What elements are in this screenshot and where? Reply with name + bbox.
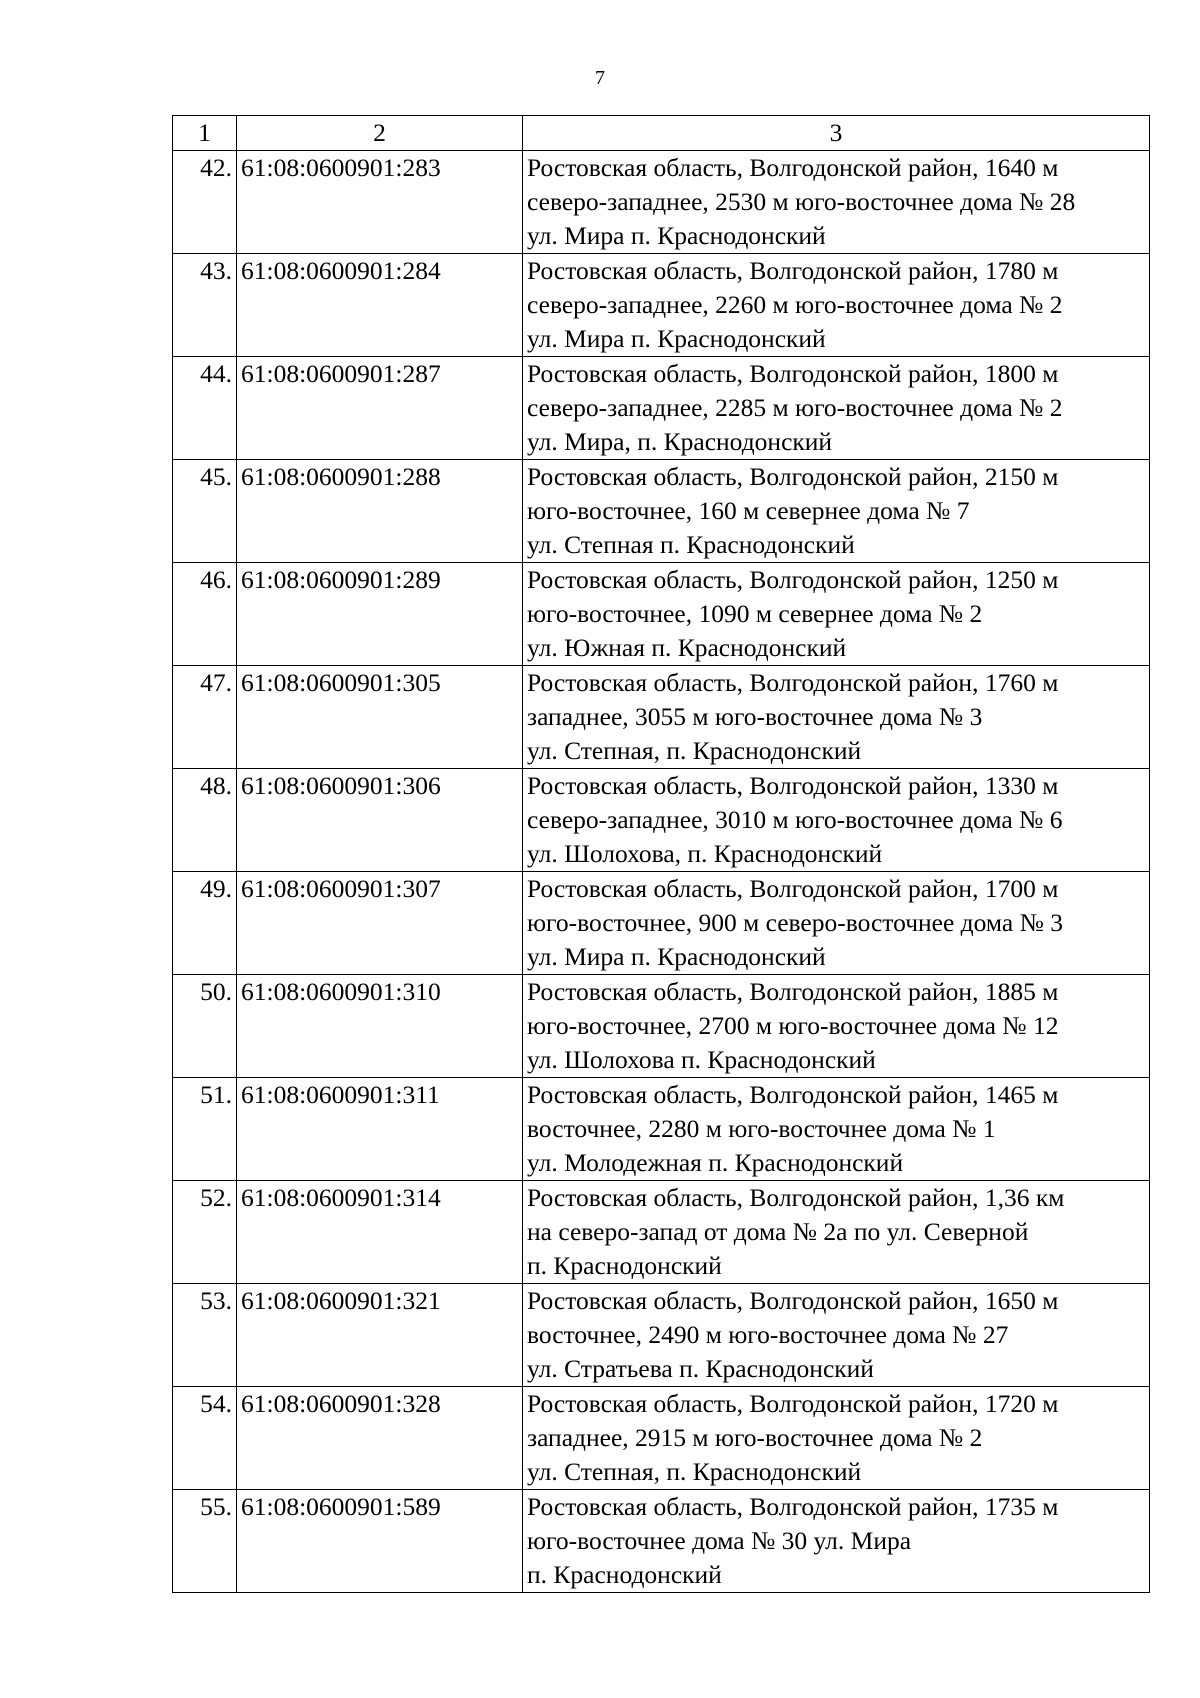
location-line: Ростовская область, Волгодонской район, 1250 м bbox=[527, 565, 1059, 594]
location-line: западнее, 3055 м юго-восточнее дома № 3 bbox=[527, 702, 983, 731]
location-line: ул. Степная п. Краснодонский bbox=[527, 530, 855, 559]
location-line: Ростовская область, Волгодонской район, 1735 м bbox=[527, 1492, 1059, 1521]
location-line: ул. Шолохова п. Краснодонский bbox=[527, 1045, 876, 1074]
location-description bbox=[523, 1284, 1150, 1387]
header-row bbox=[173, 116, 1150, 151]
location-description bbox=[523, 563, 1150, 666]
location-line: Ростовская область, Волгодонской район, 1330 м bbox=[527, 771, 1059, 800]
location-line: ул. Шолохова, п. Краснодонский bbox=[527, 839, 883, 868]
location-line: северо-западнее, 3010 м юго-восточнее дома № 6 bbox=[527, 805, 1063, 834]
location-line: восточнее, 2490 м юго-восточнее дома № 27 bbox=[527, 1320, 1009, 1349]
cadastral-number: 61:08:0600901:284 bbox=[237, 254, 523, 357]
table-row bbox=[173, 975, 1150, 1078]
location-line: северо-западнее, 2260 м юго-восточнее дома № 2 bbox=[527, 290, 1063, 319]
row-number: 42. bbox=[173, 151, 237, 254]
header-col-1: 1 bbox=[173, 116, 237, 151]
page-number: 7 bbox=[595, 67, 605, 89]
location-description bbox=[523, 1387, 1150, 1490]
row-number: 51. bbox=[173, 1078, 237, 1181]
location-line: на северо-запад от дома № 2а по ул. Северной bbox=[527, 1217, 1029, 1246]
location-line: северо-западнее, 2530 м юго-восточнее дома № 28 bbox=[527, 187, 1076, 216]
table-body bbox=[173, 151, 1150, 1593]
location-description bbox=[523, 460, 1150, 563]
location-description bbox=[523, 357, 1150, 460]
table-row bbox=[173, 1078, 1150, 1181]
row-number: 43. bbox=[173, 254, 237, 357]
cadastral-number: 61:08:0600901:314 bbox=[237, 1181, 523, 1284]
land-plots-table bbox=[172, 115, 1150, 1593]
location-line: северо-западнее, 2285 м юго-восточнее дома № 2 bbox=[527, 393, 1063, 422]
location-description bbox=[523, 1181, 1150, 1284]
table-row bbox=[173, 254, 1150, 357]
cadastral-number: 61:08:0600901:283 bbox=[237, 151, 523, 254]
location-line: Ростовская область, Волгодонской район, 1650 м bbox=[527, 1286, 1059, 1315]
location-line: ул. Стратьева п. Краснодонский bbox=[527, 1354, 874, 1383]
location-line: юго-восточнее, 1090 м севернее дома № 2 bbox=[527, 599, 983, 628]
table-row bbox=[173, 1387, 1150, 1490]
location-line: восточнее, 2280 м юго-восточнее дома № 1 bbox=[527, 1114, 996, 1143]
row-number: 52. bbox=[173, 1181, 237, 1284]
cadastral-number: 61:08:0600901:287 bbox=[237, 357, 523, 460]
location-line: Ростовская область, Волгодонской район, 1720 м bbox=[527, 1389, 1059, 1418]
table-row bbox=[173, 1284, 1150, 1387]
location-description bbox=[523, 769, 1150, 872]
location-line: юго-восточнее дома № 30 ул. Мира bbox=[527, 1526, 912, 1555]
table-row bbox=[173, 1181, 1150, 1284]
table-row bbox=[173, 460, 1150, 563]
cadastral-number: 61:08:0600901:311 bbox=[237, 1078, 523, 1181]
location-description bbox=[523, 254, 1150, 357]
row-number: 48. bbox=[173, 769, 237, 872]
location-line: п. Краснодонский bbox=[527, 1560, 722, 1589]
header-col-2: 2 bbox=[237, 116, 523, 151]
cadastral-number: 61:08:0600901:328 bbox=[237, 1387, 523, 1490]
row-number: 46. bbox=[173, 563, 237, 666]
row-number: 54. bbox=[173, 1387, 237, 1490]
location-line: Ростовская область, Волгодонской район, 1800 м bbox=[527, 359, 1059, 388]
location-line: Ростовская область, Волгодонской район, 1640 м bbox=[527, 153, 1059, 182]
location-description bbox=[523, 872, 1150, 975]
location-line: западнее, 2915 м юго-восточнее дома № 2 bbox=[527, 1423, 983, 1452]
cadastral-number: 61:08:0600901:305 bbox=[237, 666, 523, 769]
cadastral-number: 61:08:0600901:321 bbox=[237, 1284, 523, 1387]
row-number: 45. bbox=[173, 460, 237, 563]
table-row bbox=[173, 563, 1150, 666]
location-line: ул. Степная, п. Краснодонский bbox=[527, 1457, 862, 1486]
row-number: 53. bbox=[173, 1284, 237, 1387]
table-row bbox=[173, 357, 1150, 460]
row-number: 44. bbox=[173, 357, 237, 460]
location-line: ул. Мира п. Краснодонский bbox=[527, 221, 826, 250]
row-number: 50. bbox=[173, 975, 237, 1078]
location-description bbox=[523, 1078, 1150, 1181]
table-header bbox=[173, 116, 1150, 151]
location-line: Ростовская область, Волгодонской район, 1885 м bbox=[527, 977, 1059, 1006]
row-number: 49. bbox=[173, 872, 237, 975]
location-line: ул. Южная п. Краснодонский bbox=[527, 633, 847, 662]
location-line: Ростовская область, Волгодонской район, 1760 м bbox=[527, 668, 1059, 697]
location-line: юго-восточнее, 2700 м юго-восточнее дома № 12 bbox=[527, 1011, 1059, 1040]
location-line: юго-восточнее, 160 м севернее дома № 7 bbox=[527, 496, 970, 525]
row-number: 55. bbox=[173, 1490, 237, 1593]
location-line: ул. Мира, п. Краснодонский bbox=[527, 427, 833, 456]
location-line: Ростовская область, Волгодонской район, 1,36 км bbox=[527, 1183, 1065, 1212]
location-line: Ростовская область, Волгодонской район, 1780 м bbox=[527, 256, 1059, 285]
cadastral-number: 61:08:0600901:307 bbox=[237, 872, 523, 975]
location-line: ул. Степная, п. Краснодонский bbox=[527, 736, 862, 765]
header-col-3: 3 bbox=[523, 116, 1150, 151]
location-line: п. Краснодонский bbox=[527, 1251, 722, 1280]
table-row bbox=[173, 872, 1150, 975]
location-description bbox=[523, 1490, 1150, 1593]
cadastral-number: 61:08:0600901:288 bbox=[237, 460, 523, 563]
cadastral-number: 61:08:0600901:589 bbox=[237, 1490, 523, 1593]
cadastral-number: 61:08:0600901:306 bbox=[237, 769, 523, 872]
location-line: Ростовская область, Волгодонской район, 1700 м bbox=[527, 874, 1059, 903]
table-row bbox=[173, 1490, 1150, 1593]
table-row bbox=[173, 151, 1150, 254]
location-line: юго-восточнее, 900 м северо-восточнее дома № 3 bbox=[527, 908, 1064, 937]
location-line: Ростовская область, Волгодонской район, 2150 м bbox=[527, 462, 1059, 491]
cadastral-number: 61:08:0600901:310 bbox=[237, 975, 523, 1078]
table-row bbox=[173, 769, 1150, 872]
location-line: ул. Мира п. Краснодонский bbox=[527, 942, 826, 971]
table-row bbox=[173, 666, 1150, 769]
cadastral-number: 61:08:0600901:289 bbox=[237, 563, 523, 666]
location-description bbox=[523, 975, 1150, 1078]
row-number: 47. bbox=[173, 666, 237, 769]
location-description bbox=[523, 151, 1150, 254]
location-description bbox=[523, 666, 1150, 769]
location-line: Ростовская область, Волгодонской район, 1465 м bbox=[527, 1080, 1059, 1109]
location-line: ул. Мира п. Краснодонский bbox=[527, 324, 826, 353]
location-line: ул. Молодежная п. Краснодонский bbox=[527, 1148, 904, 1177]
